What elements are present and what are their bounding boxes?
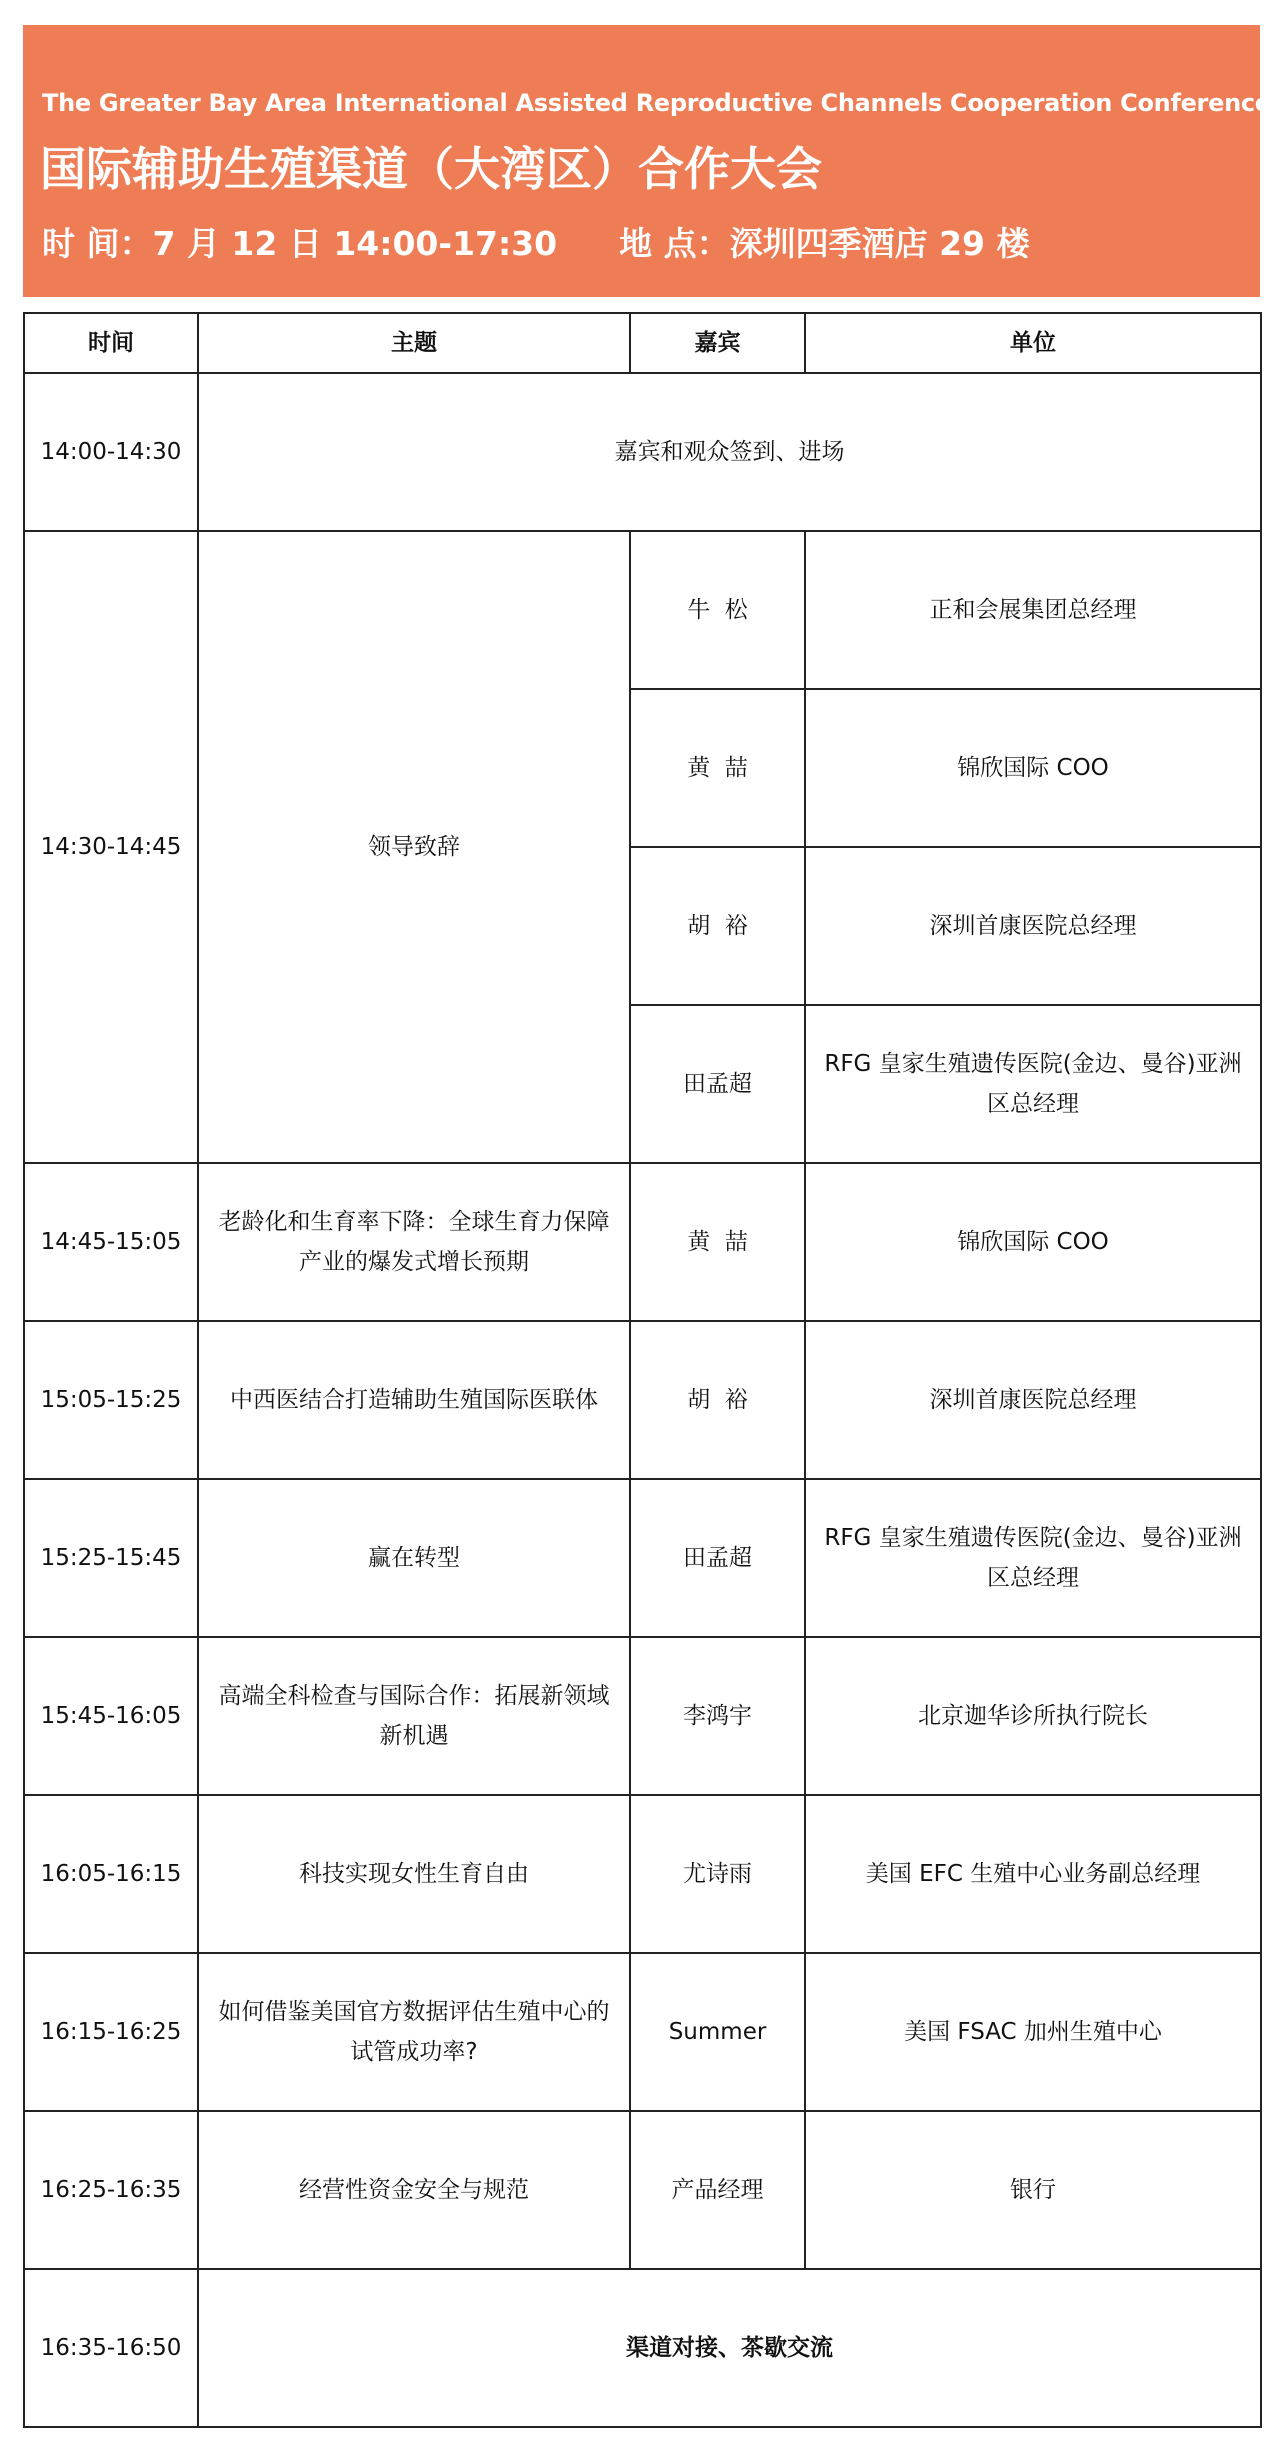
cell-topic: 赢在转型 [198, 1479, 630, 1637]
cell-time: 16:35-16:50 [24, 2269, 198, 2427]
cell-unit: 深圳首康医院总经理 [805, 1321, 1261, 1479]
cell-guest: 尤诗雨 [630, 1795, 805, 1953]
cell-time: 15:25-15:45 [24, 1479, 198, 1637]
schedule-table [23, 312, 1262, 2428]
cell-guest: 牛 松 [630, 531, 805, 689]
table-row [24, 1479, 1261, 1637]
conference-title-cn: 国际辅助生殖渠道（大湾区）合作大会 [40, 142, 822, 196]
cell-guest: 黄 喆 [630, 689, 805, 847]
cell-unit: 正和会展集团总经理 [805, 531, 1261, 689]
cell-unit: 深圳首康医院总经理 [805, 847, 1261, 1005]
cell-topic: 老龄化和生育率下降：全球生育力保障产业的爆发式增长预期 [198, 1163, 630, 1321]
cell-time: 16:05-16:15 [24, 1795, 198, 1953]
cell-topic: 如何借鉴美国官方数据评估生殖中心的试管成功率? [198, 1953, 630, 2111]
cell-unit: 锦欣国际 COO [805, 1163, 1261, 1321]
cell-unit: 美国 FSAC 加州生殖中心 [805, 1953, 1261, 2111]
cell-topic: 中西医结合打造辅助生殖国际医联体 [198, 1321, 630, 1479]
table-header-row [24, 313, 1261, 373]
table-row [24, 2111, 1261, 2269]
table-row-opening [24, 531, 1261, 689]
header-guest: 嘉宾 [630, 313, 805, 373]
cell-checkin: 嘉宾和观众签到、进场 [198, 373, 1261, 531]
cell-unit: RFG 皇家生殖遗传医院(金边、曼谷)亚洲区总经理 [805, 1479, 1261, 1637]
cell-time: 16:25-16:35 [24, 2111, 198, 2269]
cell-time: 15:05-15:25 [24, 1321, 198, 1479]
conference-title-en: The Greater Bay Area International Assisted Reproductive Channels Cooperation Conference [42, 89, 1271, 117]
event-meta [42, 218, 1030, 265]
cell-unit: 银行 [805, 2111, 1261, 2269]
cell-unit: RFG 皇家生殖遗传医院(金边、曼谷)亚洲区总经理 [805, 1005, 1261, 1163]
table-row [24, 1953, 1261, 2111]
event-time: 时 间：7 月 12 日 14:00-17:30 [42, 224, 558, 263]
cell-guest: 胡 裕 [630, 1321, 805, 1479]
header-topic: 主题 [198, 313, 630, 373]
table-row [24, 1321, 1261, 1479]
cell-guest: 田孟超 [630, 1005, 805, 1163]
cell-topic: 经营性资金安全与规范 [198, 2111, 630, 2269]
cell-unit: 锦欣国际 COO [805, 689, 1261, 847]
cell-time: 14:30-14:45 [24, 531, 198, 1163]
cell-guest: 产品经理 [630, 2111, 805, 2269]
cell-time: 15:45-16:05 [24, 1637, 198, 1795]
cell-time: 16:15-16:25 [24, 1953, 198, 2111]
table-row [24, 1637, 1261, 1795]
cell-guest: Summer [630, 1953, 805, 2111]
cell-guest: 李鸿宇 [630, 1637, 805, 1795]
table-row [24, 1163, 1261, 1321]
cell-guest: 田孟超 [630, 1479, 805, 1637]
cell-topic: 科技实现女性生育自由 [198, 1795, 630, 1953]
cell-unit: 美国 EFC 生殖中心业务副总经理 [805, 1795, 1261, 1953]
cell-guest: 黄 喆 [630, 1163, 805, 1321]
table-row-checkin [24, 373, 1261, 531]
cell-topic: 领导致辞 [198, 531, 630, 1163]
cell-time: 14:00-14:30 [24, 373, 198, 531]
header-banner [23, 25, 1271, 297]
table-row-closing [24, 2269, 1261, 2427]
header-time: 时间 [24, 313, 198, 373]
cell-time: 14:45-15:05 [24, 1163, 198, 1321]
cell-topic: 高端全科检查与国际合作：拓展新领域新机遇 [198, 1637, 630, 1795]
header-unit: 单位 [805, 313, 1261, 373]
table-row [24, 1795, 1261, 1953]
cell-closing: 渠道对接、茶歇交流 [198, 2269, 1261, 2427]
cell-guest: 胡 裕 [630, 847, 805, 1005]
cell-unit: 北京迦华诊所执行院长 [805, 1637, 1261, 1795]
event-location: 地 点：深圳四季酒店 29 楼 [619, 224, 1030, 263]
